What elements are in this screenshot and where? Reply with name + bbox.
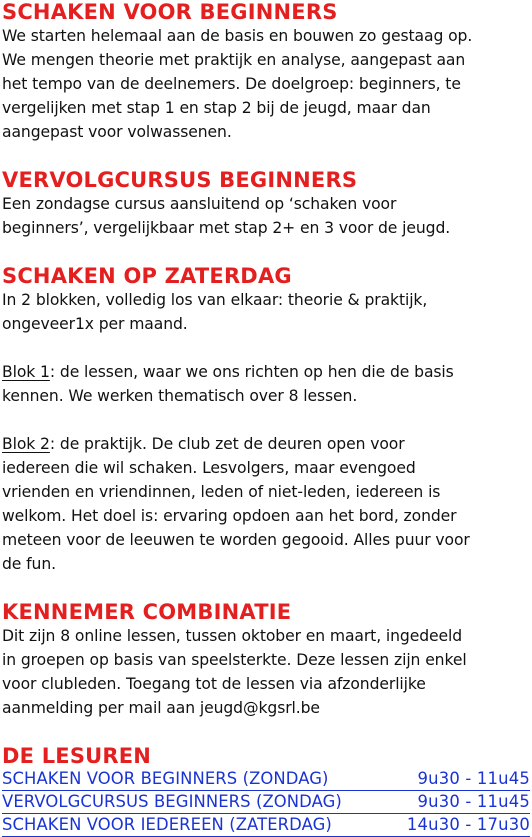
spacer: [2, 144, 532, 168]
text-line: de fun.: [2, 555, 56, 573]
blok-2-text: [2, 432, 532, 576]
text-line: welkom. Het doel is: ervaring opdoen aan het bord, zonder: [2, 507, 457, 525]
schedule-row: [2, 768, 530, 791]
text-line: [2, 432, 532, 456]
text-line: in groepen op basis van speelsterkte. Deze lessen zijn enkel: [2, 651, 467, 669]
schedule-course-time: 14u30 - 17u30: [406, 815, 530, 834]
blok-1-first-line: : de lessen, waar we ons richten op hen die de basis: [49, 363, 454, 381]
schedule-row: [2, 814, 530, 837]
text-line: kennen. We werken thematisch over 8 lessen.: [2, 387, 358, 405]
schedule-course-time: 9u30 - 11u45: [417, 769, 530, 788]
schedule-course-time: 9u30 - 11u45: [417, 792, 530, 811]
text-line: vergelijken met stap 1 en stap 2 bij de jeugd, maar dan: [2, 99, 431, 117]
section-text-vervolgcursus: [2, 192, 532, 240]
text-line: meteen voor de leeuwen te worden gegooid. Alles puur voor: [2, 531, 470, 549]
schedule-row: [2, 791, 530, 814]
schedule-title: DE LESUREN: [2, 744, 152, 768]
section-title-kennemer: KENNEMER COMBINATIE: [2, 600, 292, 624]
text-line: We starten helemaal aan de basis en bouwen zo gestaag op.: [2, 27, 473, 45]
text-line: iedereen die wil schaken. Lesvolgers, maar evengoed: [2, 459, 416, 477]
text-line: het tempo van de deelnemers. De doelgroep: beginners, te: [2, 75, 461, 93]
text-line: ongeveer1x per maand.: [2, 315, 188, 333]
spacer: [2, 720, 532, 744]
spacer: [2, 576, 532, 600]
spacer: [2, 240, 532, 264]
text-line: In 2 blokken, volledig los van elkaar: theorie & praktijk,: [2, 291, 428, 309]
text-line: vrienden en vriendinnen, leden of niet-leden, iedereen is: [2, 483, 441, 501]
text-line: aanmelding per mail aan jeugd@kgsrl.be: [2, 699, 320, 717]
text-line: beginners’, vergelijkbaar met stap 2+ en 3 voor de jeugd.: [2, 219, 451, 237]
section-title-beginners: SCHAKEN VOOR BEGINNERS: [2, 0, 338, 24]
section-text-beginners: [2, 24, 532, 144]
section-text-kennemer: [2, 624, 532, 720]
section-title-vervolgcursus: VERVOLGCURSUS BEGINNERS: [2, 168, 358, 192]
schedule-course-name: SCHAKEN VOOR BEGINNERS (ZONDAG): [2, 769, 329, 788]
blok-1-label: Blok 1: [2, 363, 50, 381]
schedule-table: [2, 768, 532, 837]
section-text-zaterdag: [2, 288, 532, 336]
text-line: aangepast voor volwassenen.: [2, 123, 232, 141]
schedule-course-name: SCHAKEN VOOR IEDEREEN (ZATERDAG): [2, 815, 332, 834]
text-line: Een zondagse cursus aansluitend op ‘schaken voor: [2, 195, 397, 213]
spacer: [2, 408, 532, 432]
blok-2-first-line: : de praktijk. De club zet de deuren open voor: [49, 435, 405, 453]
text-line: [2, 360, 532, 384]
text-line: voor clubleden. Toegang tot de lessen via afzonderlijke: [2, 675, 426, 693]
schedule-course-name: VERVOLGCURSUS BEGINNERS (ZONDAG): [2, 792, 342, 811]
text-line: We mengen theorie met praktijk en analyse, aangepast aan: [2, 51, 466, 69]
spacer: [2, 336, 532, 360]
blok-1-text: [2, 360, 532, 408]
text-line: Dit zijn 8 online lessen, tussen oktober en maart, ingedeeld: [2, 627, 463, 645]
blok-2-label: Blok 2: [2, 435, 50, 453]
section-title-zaterdag: SCHAKEN OP ZATERDAG: [2, 264, 292, 288]
